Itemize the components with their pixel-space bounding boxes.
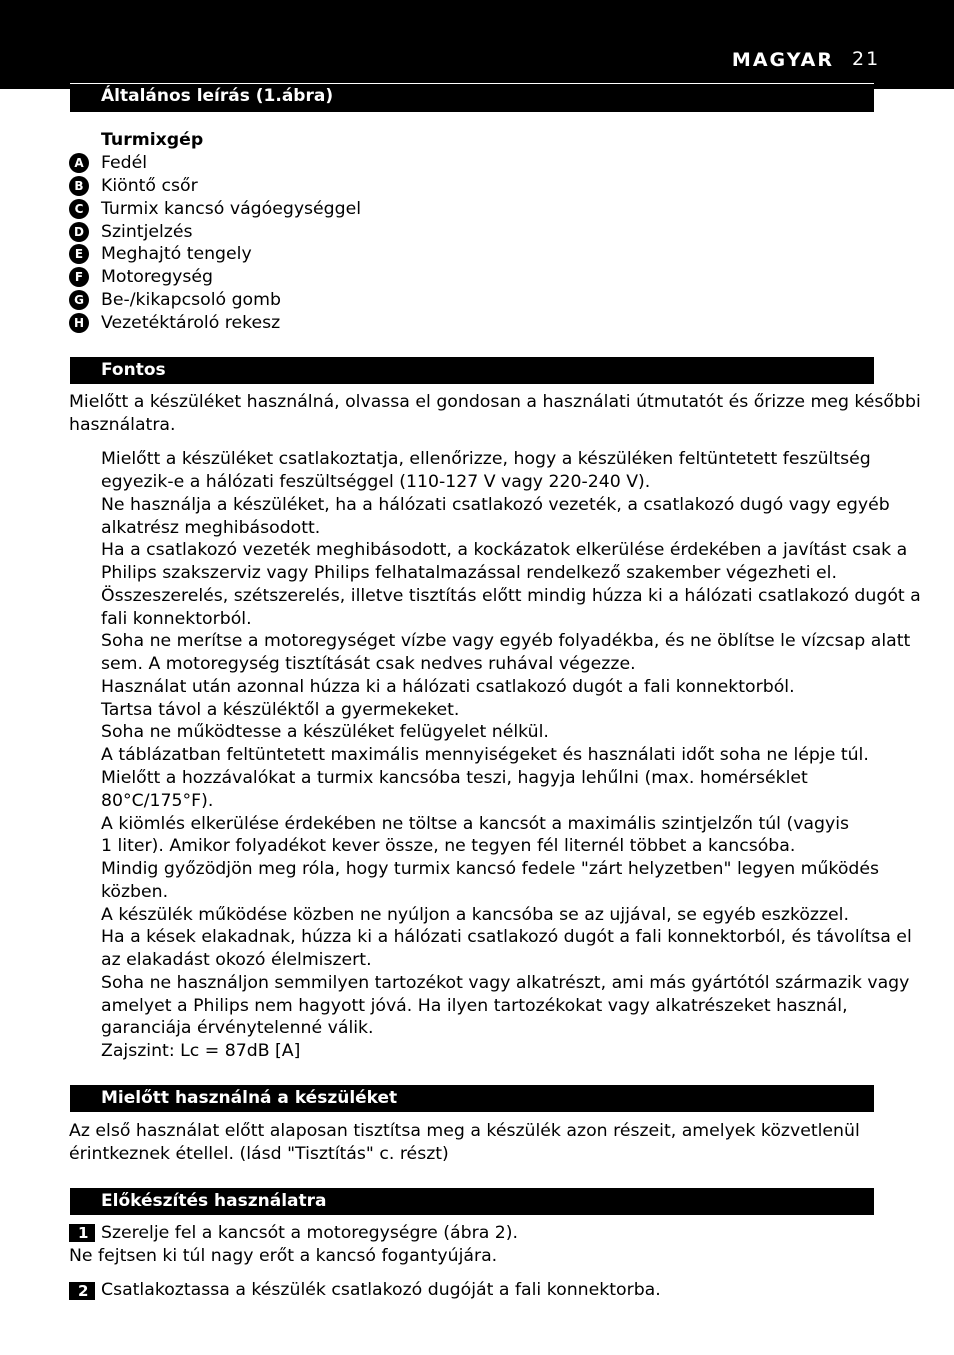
step-number-badge: 1 [69,1224,95,1242]
language-label: MAGYAR [731,49,834,71]
safety-line: Mindig győzödjön meg róla, hogy turmix kancsó fedele "zárt helyzetben" legyen működés [101,859,880,879]
step-text: Csatlakoztassa a készülék csatlakozó dugóját a fali konnektorba. [101,1280,661,1300]
safety-line: fali konnektorból. [101,609,252,629]
intro-line: használatra. [69,415,176,435]
section-heading-before-use: Mielőtt használná a készüléket [70,1085,874,1112]
safety-line: Zajszint: Lc = 87dB [A] [101,1041,301,1061]
part-label: Turmix kancsó vágóegységgel [101,199,362,219]
part-letter-badge: G [69,290,89,310]
safety-line: közben. [101,882,169,902]
safety-line: amelyet a Philips nem hagyott jóvá. Ha ilyen tartozékokat vagy alkatrészeket használ, [101,996,848,1016]
page-number: 21 [852,48,881,70]
safety-line: Tartsa távol a készüléktől a gyermekeket. [101,700,460,720]
safety-line: az elakadást okozó élelmiszert. [101,950,372,970]
safety-line: Használat után azonnal húzza ki a hálózati csatlakozó dugót a fali konnektorból. [101,677,795,697]
step-number-badge: 2 [69,1282,95,1300]
step-text: Szerelje fel a kancsót a motoregységre (ábra 2). [101,1223,519,1243]
header-bar [0,0,954,89]
before-use-line: Az első használat előtt alaposan tisztítsa meg a készülék azon részeit, amelyek közvetlenül [69,1121,860,1141]
safety-line: 80°C/175°F). [101,791,214,811]
step-note: Ne fejtsen ki túl nagy erőt a kancsó fogantyújára. [69,1246,498,1266]
safety-line: sem. A motoregység tisztítását csak nedves ruhával végezze. [101,654,636,674]
part-letter-badge: D [69,222,89,242]
part-label: Vezetéktároló rekesz [101,313,281,333]
safety-line: Soha ne működtesse a készüléket felügyelet nélkül. [101,722,549,742]
safety-line: Mielőtt a hozzávalókat a turmix kancsóba teszi, hagyja lehűlni (max. homérséklet [101,768,808,788]
part-letter-badge: F [69,267,89,287]
part-letter-badge: H [69,313,89,333]
safety-line: Összeszerelés, szétszerelés, illetve tisztítás előtt mindig húzza ki a hálózati csatlakozó dugót a [101,586,921,606]
section-heading-general: Általános leírás (1.ábra) [70,83,874,112]
part-letter-badge: B [69,176,89,196]
before-use-line: érintkeznek étellel. (lásd "Tisztítás" c. részt) [69,1144,449,1164]
product-title: Turmixgép [101,130,204,150]
part-label: Be-/kikapcsoló gomb [101,290,281,310]
safety-line: egyezik-e a hálózati feszültséggel (110-127 V vagy 220-240 V). [101,472,651,492]
safety-line: Ha a kések elakadnak, húzza ki a hálózati csatlakozó dugót a fali konnektorból, és távolítsa el [101,927,912,947]
safety-line: Ne használja a készüléket, ha a hálózati csatlakozó vezeték, a csatlakozó dugó vagy egyéb [101,495,890,515]
safety-line: garanciája érvénytelenné válik. [101,1018,374,1038]
safety-line: 1 liter). Amikor folyadékot kever össze, ne tegyen fél liternél többet a kancsóba. [101,836,796,856]
part-label: Kiöntő csőr [101,176,198,196]
part-label: Fedél [101,153,148,173]
safety-line: Ha a csatlakozó vezeték meghibásodott, a kockázatok elkerülése érdekében a javítást csak a [101,540,908,560]
safety-line: Mielőtt a készüléket csatlakoztatja, ellenőrizze, hogy a készüléken feltüntetett feszültség [101,449,871,469]
safety-line: Soha ne használjon semmilyen tartozékot vagy alkatrészt, ami más gyártótól származik vagy [101,973,910,993]
part-letter-badge: E [69,244,89,264]
part-letter-badge: C [69,199,89,219]
safety-line: A táblázatban feltüntetett maximális mennyiségeket és használati időt soha ne lépje túl. [101,745,869,765]
part-letter-badge: A [69,153,89,173]
section-heading-preparing: Előkészítés használatra [70,1188,874,1215]
safety-line: Soha ne merítse a motoregységet vízbe vagy egyéb folyadékba, és ne öblítse le vízcsap alatt [101,631,911,651]
part-label: Szintjelzés [101,222,193,242]
part-label: Motoregység [101,267,213,287]
safety-line: Philips szakszerviz vagy Philips felhatalmazással rendelkező szakember végezheti el. [101,563,837,583]
safety-line: alkatrész meghibásodott. [101,518,321,538]
safety-line: A készülék működése közben ne nyúljon a kancsóba se az ujjával, se egyéb eszközzel. [101,905,849,925]
section-heading-important: Fontos [70,357,874,384]
part-label: Meghajtó tengely [101,244,252,264]
intro-line: Mielőtt a készüléket használná, olvassa el gondosan a használati útmutatót és őrizze meg későbbi [69,392,921,412]
safety-line: A kiömlés elkerülése érdekében ne töltse a kancsót a maximális szintjelzőn túl (vagyis [101,814,850,834]
